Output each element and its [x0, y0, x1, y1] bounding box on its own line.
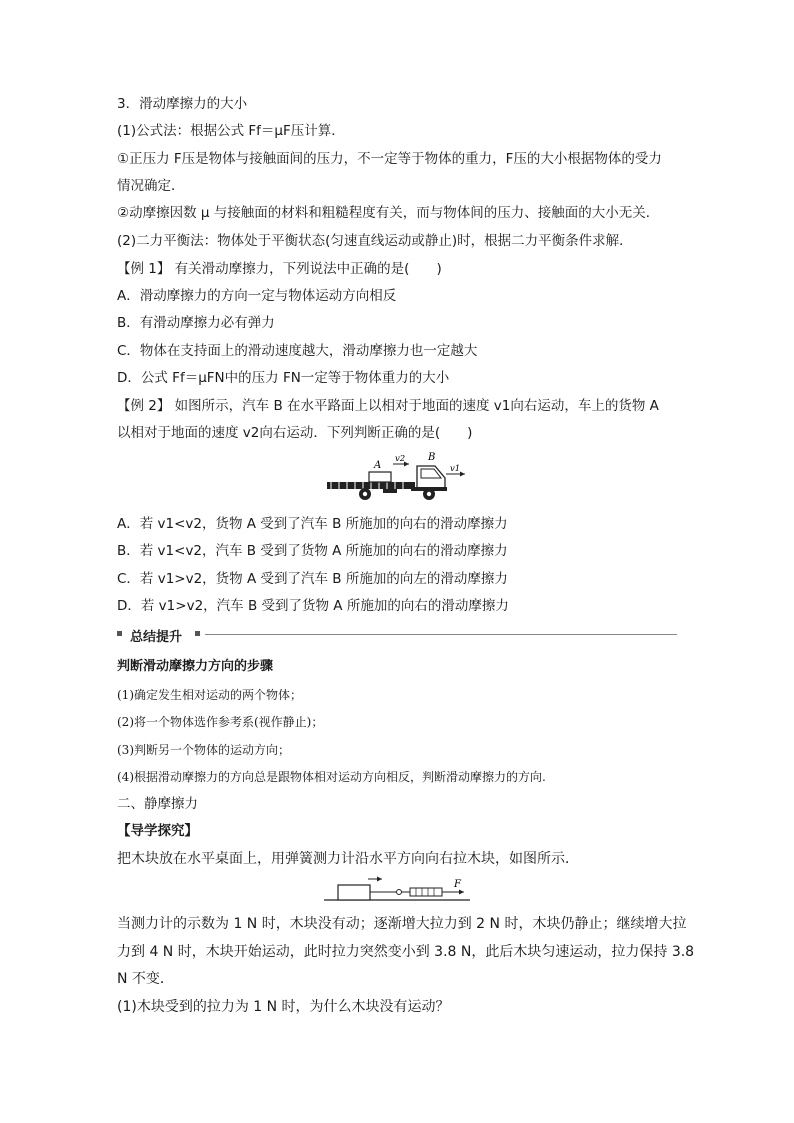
summary-step: (4)根据滑动摩擦力的方向总是跟物体相对运动方向相反，判断滑动摩擦力的方向. — [117, 770, 546, 784]
spring-scale — [410, 888, 442, 896]
paragraph: 情况确定． — [117, 178, 185, 194]
question: (1)木块受到的拉力为 1 N 时，为什么木块没有运动？ — [117, 999, 450, 1015]
paragraph: ②动摩擦因数 μ 与接触面的材料和粗糙程度有关，而与物体间的压力、接触面的大小无关． — [117, 205, 660, 221]
example2-option-d: D．若 v1>v2，汽车 B 受到了货物 A 所施加的向右的滑动摩擦力 — [117, 598, 509, 614]
truck-figure — [325, 448, 475, 506]
example1-option-c: C．物体在支持面上的滑动速度越大，滑动摩擦力也一定越大 — [117, 343, 478, 359]
paragraph: ①正压力 F压是物体与接触面间的压力，不一定等于物体的重力，F压的大小根据物体的受力 — [117, 151, 662, 167]
example1-stem: 【例 1】 有关滑动摩擦力，下列说法中正确的是( ) — [117, 261, 442, 277]
label-a: A — [374, 460, 382, 471]
summary-heading: 判断滑动摩擦力方向的步骤 — [117, 659, 274, 674]
example1-option-a: A．滑动摩擦力的方向一定与物体运动方向相反 — [117, 288, 397, 304]
spring-scale-figure — [322, 872, 472, 904]
label-b: B — [428, 452, 436, 463]
paragraph: 力到 4 N 时，木块开始运动，此时拉力突然变小到 3.8 N，此后木块匀速运动，拉力保持 3.8 — [117, 944, 695, 960]
summary-divider — [117, 626, 677, 646]
example1-option-b: B．有滑动摩擦力必有弹力 — [117, 315, 275, 331]
paragraph: (2)二力平衡法：物体处于平衡状态(匀速直线运动或静止)时，根据二力平衡条件求解． — [117, 233, 633, 249]
hook — [397, 890, 402, 895]
summary-step: (3)判断另一个物体的运动方向； — [117, 743, 290, 757]
example2-option-a: A．若 v1<v2，货物 A 受到了汽车 B 所施加的向右的滑动摩擦力 — [117, 516, 508, 532]
guide-heading: 【导学探究】 — [117, 823, 198, 839]
section-title: 3．滑动摩擦力的大小 — [117, 96, 248, 112]
summary-step: (2)将一个物体选作参考系(视作静止)； — [117, 715, 324, 729]
summary-label: 总结提升 — [130, 630, 183, 645]
example2-option-c: C．若 v1>v2，货物 A 受到了汽车 B 所施加的向左的滑动摩擦力 — [117, 571, 508, 587]
wood-block — [338, 885, 370, 900]
label-v2: v2 — [395, 454, 406, 464]
paragraph: (1)公式法：根据公式 Ff＝μF压计算． — [117, 123, 345, 139]
bullet-icon — [195, 631, 200, 636]
summary-step: (1)确定发生相对运动的两个物体； — [117, 688, 302, 702]
cargo-box — [369, 472, 391, 482]
paragraph: 当测力计的示数为 1 N 时，木块没有动；逐渐增大拉力到 2 N 时，木块仍静止；继续增大拉 — [117, 916, 687, 932]
section-title: 二、静摩擦力 — [117, 796, 198, 812]
example2-stem: 【例 2】 如图所示，汽车 B 在水平路面上以相对于地面的速度 v1向右运动，车上的货物 A — [117, 398, 659, 414]
example2-stem-cont: 以相对于地面的速度 v2向右运动．下列判断正确的是( ) — [117, 425, 473, 441]
label-f: F — [454, 879, 461, 890]
example2-option-b: B．若 v1<v2，汽车 B 受到了货物 A 所施加的向右的滑动摩擦力 — [117, 543, 508, 559]
paragraph: N 不变． — [117, 971, 174, 987]
paragraph: 把木块放在水平桌面上，用弹簧测力计沿水平方向向右拉木块，如图所示． — [117, 851, 579, 867]
label-v1: v1 — [450, 464, 461, 474]
bullet-icon — [117, 631, 122, 636]
example1-option-d: D．公式 Ff＝μFN中的压力 FN一定等于物体重力的大小 — [117, 370, 450, 386]
